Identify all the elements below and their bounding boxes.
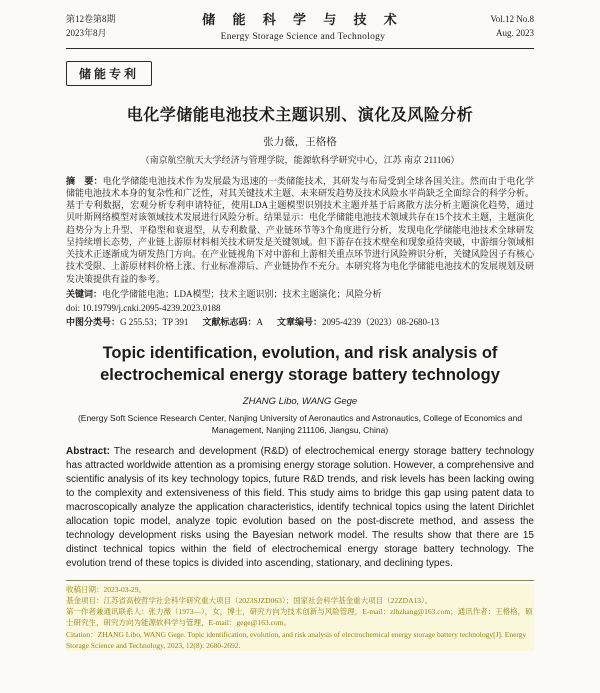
journal-name-en: Energy Storage Science and Technology (220, 31, 386, 42)
column-badge (66, 61, 152, 86)
classification-line (66, 316, 534, 329)
abstract-en-text: The research and development (R&D) of electrochemical energy storage battery technology has attracted worldwide attention as a promising energy storage solution. However, a comprehensive and scientific analysis of its key technology topics, future R&D trends, and risk levels has been lacking owing to the complexity and extensiveness of this field. This study aims to bridge this gap using patent data to macroscopically analyze the application characteristics, identify technical topics using the latent Dirichlet allocation topic model, analyze topic evolution based on the post-discrete method, and assess the technology development risks using the Bayesian network model. The results show that there are 15 distinct technical topics within the field of electrochemical energy storage battery technology. The evolution trend of these topics is divided into ascending, stationary, and declining types. (66, 445, 534, 569)
clc-label: 中图分类号： (66, 316, 121, 327)
funding-note: 基金项目：江苏省高校哲学社会科学研究重大项目（2023SJZD063）；国家社会科学基金重大项目（22ZDA13）。 (66, 595, 534, 606)
affiliation-en-line1: (Energy Soft Science Research Center, Nanjing University of Aeronautics and Astronautics, College of Economics and (77, 412, 523, 423)
footnotes (66, 580, 534, 652)
doc-code-label: 文献标志码： (202, 316, 257, 327)
article-title-en (66, 343, 534, 387)
journal-name-zh: 储 能 科 学 与 技 术 (202, 12, 404, 27)
masthead-rule (66, 48, 534, 49)
affiliation-en (66, 412, 534, 436)
doc-code-value: A (256, 316, 263, 327)
authors-en: ZHANG Libo, WANG Gege (242, 395, 358, 407)
journal-name (202, 10, 404, 44)
affiliation-zh: （南京航空航天大学经济与管理学院，能源软科学研究中心，江苏 南京 211106） (140, 154, 460, 165)
article-no-value: 2095-4239（2023）08-2680-13 (321, 316, 439, 327)
volume-issue-en: Vol.12 No.8 (490, 14, 534, 25)
article-title-zh: 电化学储能电池技术主题识别、演化及风险分析 (126, 106, 474, 124)
abstract-zh-label: 摘 要： (66, 175, 103, 186)
article-no-label: 文章编号： (276, 316, 322, 327)
affiliation-en-line2: Management, Nanjing 211106, Jiangsu, China) (211, 424, 389, 435)
abstract-en-label: Abstract: (66, 445, 110, 457)
masthead (66, 10, 534, 44)
issue-info (66, 13, 116, 40)
abstract-en (66, 445, 534, 571)
authors-zh: 张力薇，王格格 (263, 136, 337, 148)
date-zh: 2023年8月 (66, 27, 107, 38)
volume-issue-zh: 第12卷第8期 (66, 14, 116, 25)
article-title-en-line2: electrochemical energy storage battery technology (100, 365, 500, 384)
received-date: 收稿日期：2023-03-29。 (66, 584, 534, 595)
abstract-zh (66, 175, 534, 285)
keywords-text: 电化学储能电池；LDA模型；技术主题识别；技术主题演化；风险分析 (102, 288, 382, 299)
abstract-zh-text: 电化学储能电池技术作为发展最为迅速的一类储能技术，其研发与布局受到全球各国关注。然而由于电化学储能电池技术本身的复杂性和广泛性，对其关键技术主题、未来研发趋势及技术风险水平尚缺乏全面综合的科学分析。基于专利数据，宏观分析专利申请特征，使用LDA主题模型识别技术主题并基于后离散方法分析主题演化趋势，通过贝叶斯网络模型对该领域技术发展进行风险分析。结果显示：电化学储能电池技术领域共存在15个技术主题，主题演化趋势分为上升型、平稳型和衰退型，从专利数量、产业链环节等3个角度进行分析，发现电化学储能电池技术全球研发呈持续增长态势，产业链上游原材料相关技术研发是关键领域。但下游存在技术壁垒和现象亟待突破，中游细分领域相关技术正逐渐成为研发热门方向。在产业链视角下对中游和上游相关重点环节进行风险辨识分析，关键风险因子有核心技术受限、上游原材料价格上涨、行业标准滞后、产业链协作不充分。本研究将为电化学储能电池技术的发展规划及研发决策提供有益的参考。 (66, 175, 535, 284)
date-en: Aug. 2023 (496, 27, 534, 38)
column-badge-label: 储能专利 (79, 66, 140, 81)
author-bio-note: 第一作者兼通讯联系人：张力薇（1973—），女，博士，研究方向为技术创新与风险管理，E-mail：zlbzhang@163.com；通讯作者：王格格，硕士研究生，研究方向为能源软科学与管理，E-mail：gege@163.com。 (66, 607, 533, 628)
clc-value: G 255.53；TP 391 (120, 316, 189, 327)
keywords-label: 关键词： (66, 288, 103, 299)
citation-note: Citation：ZHANG Libo, WANG Gege. Topic identification, evolution, and risk analysis of electrochemical energy storage battery technology[J]. Energy Storage Science and Technology, 2023, 12(8): 2680-2692. (66, 629, 534, 652)
issue-info-en (490, 13, 534, 40)
keywords-line (66, 288, 534, 301)
doi-line: doi: 10.19799/j.cnki.2095-4239.2023.0188 (66, 302, 221, 313)
article-title-en-line1: Topic identification, evolution, and risk analysis of (102, 344, 498, 362)
